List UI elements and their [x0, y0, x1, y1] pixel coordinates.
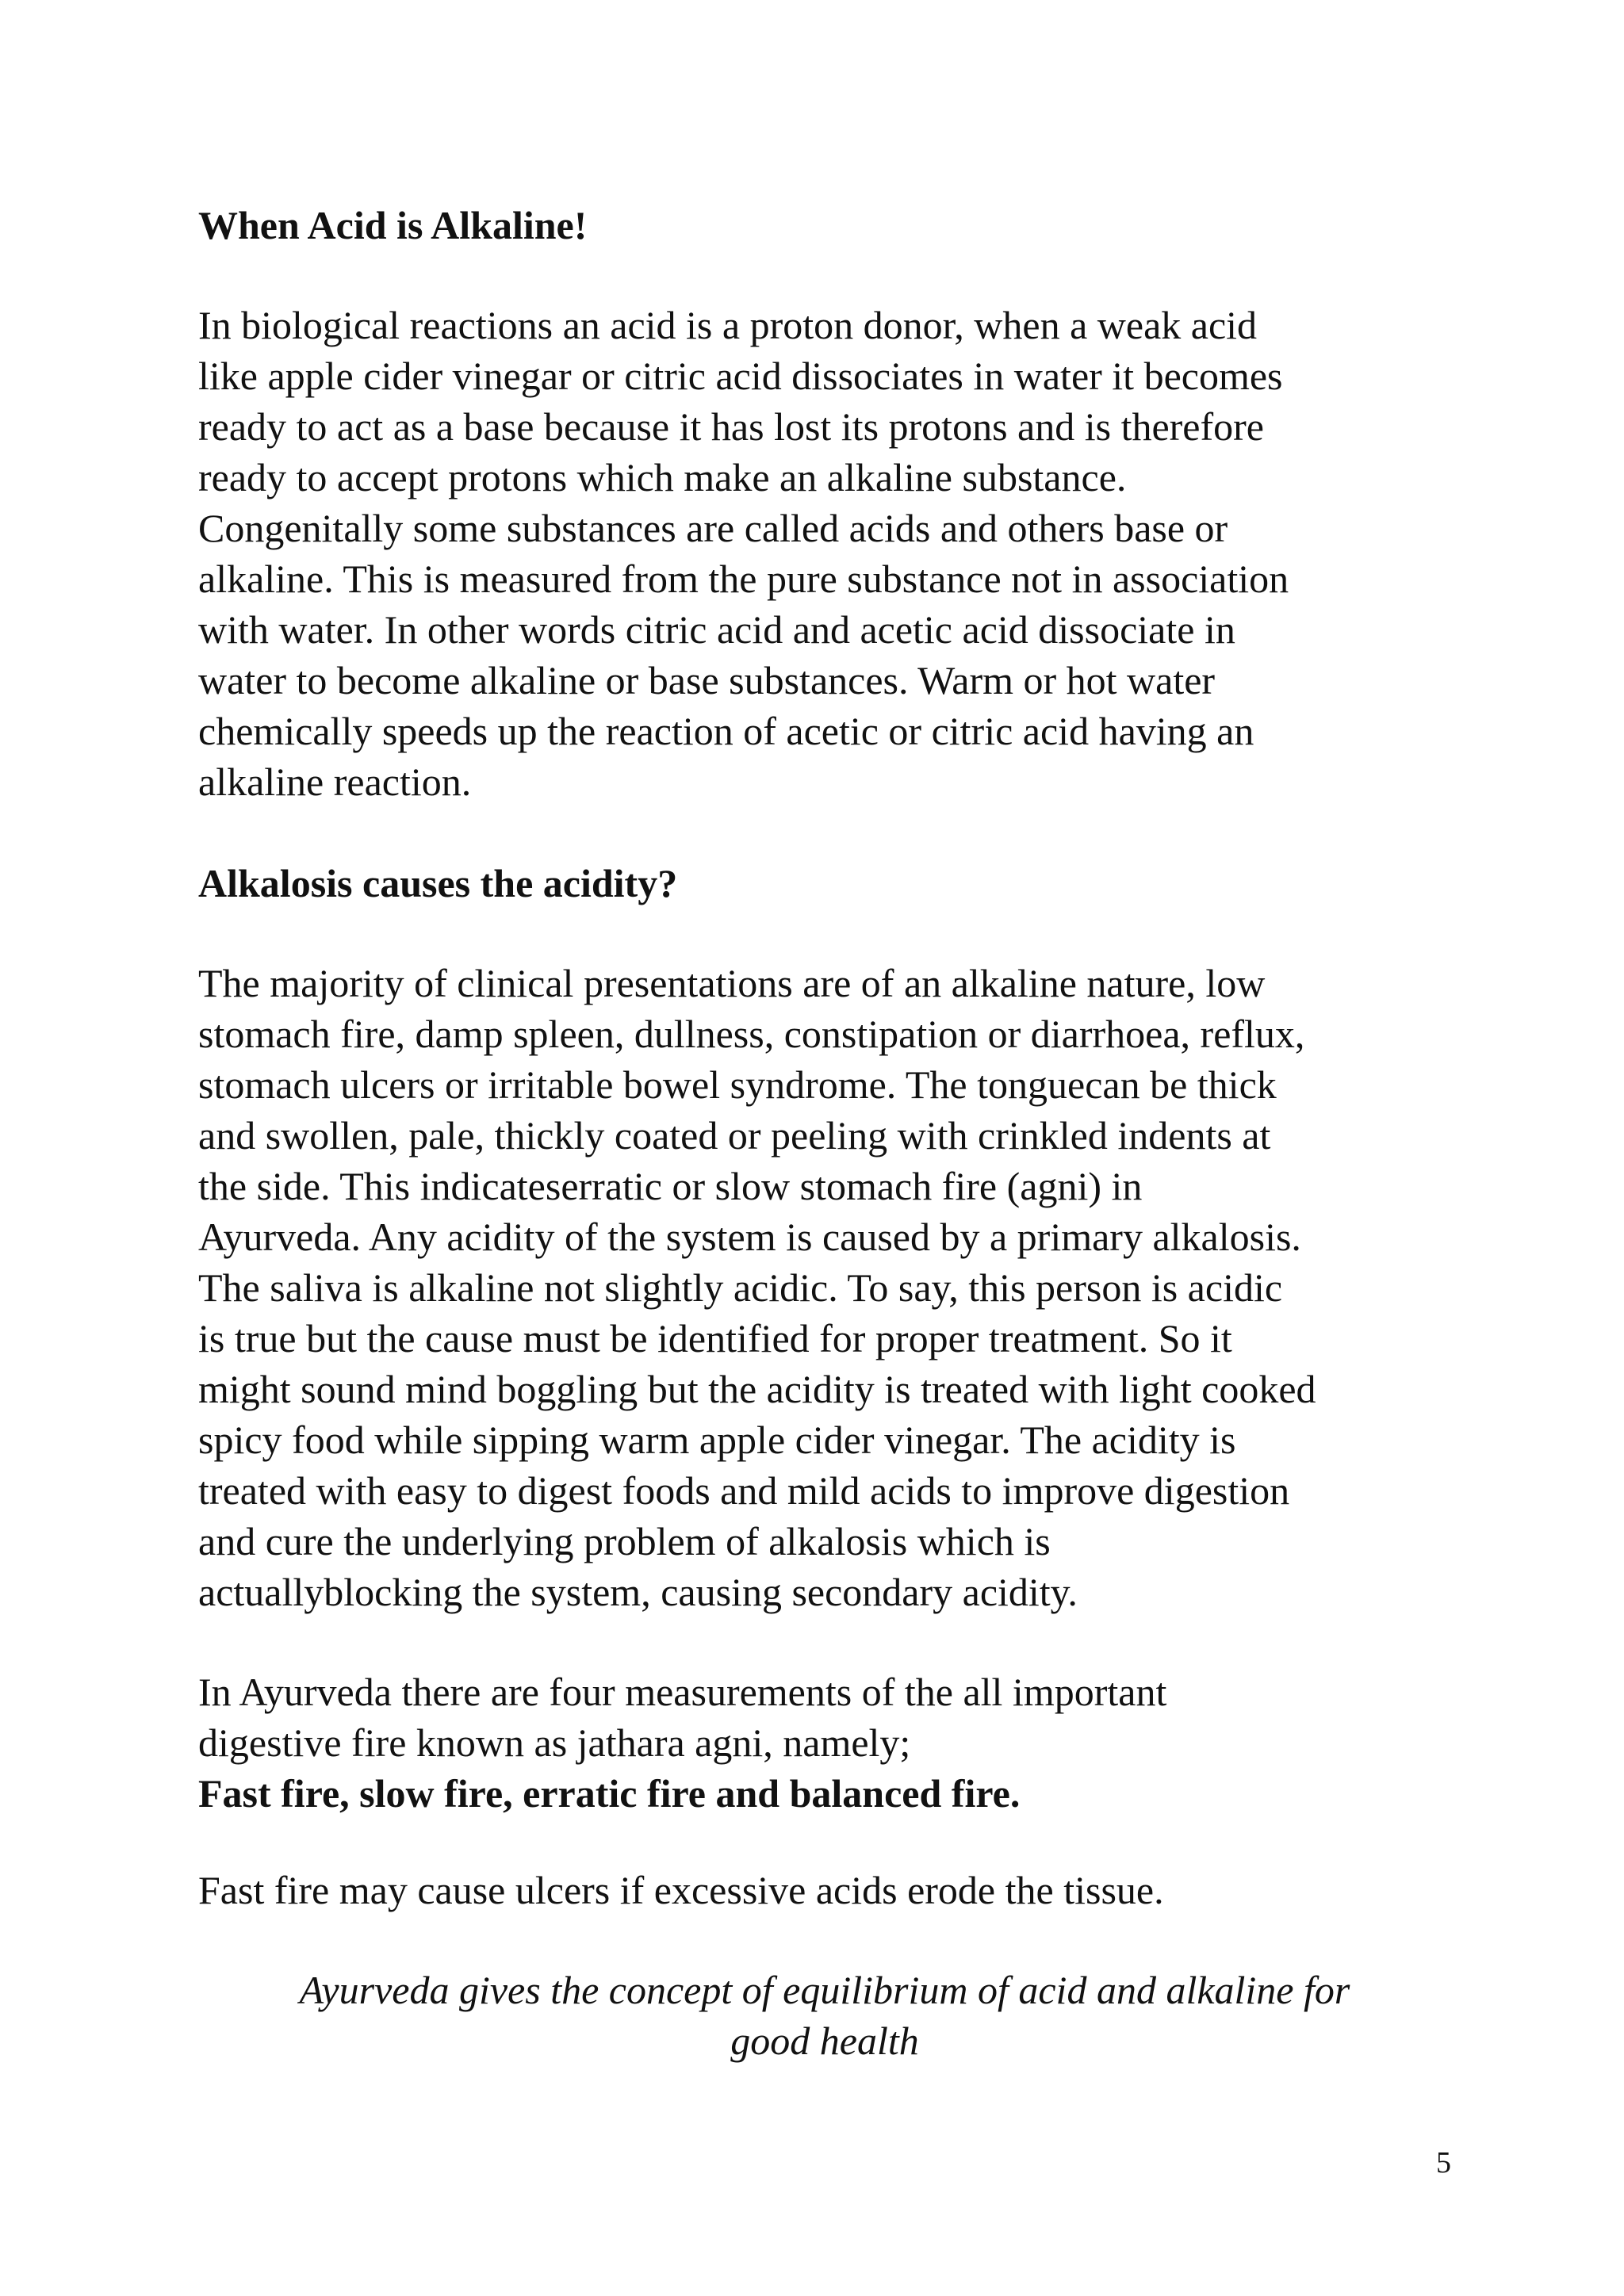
paragraph-line: stomach fire, damp spleen, dullness, constipation or diarrhoea, reflux,	[198, 1012, 1305, 1056]
paragraph-line: ready to act as a base because it has lost its protons and is therefore	[198, 404, 1264, 449]
paragraph-line: In Ayurveda there are four measurements of the all important	[198, 1670, 1167, 1714]
paragraph-line: like apple cider vinegar or citric acid dissociates in water it becomes	[198, 354, 1283, 398]
paragraph-line: is true but the cause must be identified for proper treatment. So it	[198, 1316, 1232, 1360]
paragraph-line: digestive fire known as jathara agni, namely;	[198, 1720, 911, 1765]
fire-types-bold-line: Fast fire, slow fire, erratic fire and balanced fire.	[198, 1771, 1021, 1816]
paragraph-line: The majority of clinical presentations are of an alkaline nature, low	[198, 961, 1266, 1005]
paragraph-line: the side. This indicateserratic or slow stomach fire (agni) in	[198, 1164, 1143, 1208]
paragraph-line: Fast fire may cause ulcers if excessive acids erode the tissue.	[198, 1868, 1164, 1912]
document-page	[198, 0, 1451, 2296]
paragraph-line: chemically speeds up the reaction of acetic or citric acid having an	[198, 709, 1254, 753]
paragraph-line: and cure the underlying problem of alkalosis which is	[198, 1519, 1051, 1563]
section-heading-alkalosis: Alkalosis causes the acidity?	[198, 861, 678, 905]
section-heading-acid-alkaline: When Acid is Alkaline!	[198, 203, 588, 247]
paragraph-line: In biological reactions an acid is a proton donor, when a weak acid	[198, 303, 1258, 347]
paragraph-line: and swollen, pale, thickly coated or peeling with crinkled indents at	[198, 1113, 1271, 1158]
paragraph-line: The saliva is alkaline not slightly acidic. To say, this person is acidic	[198, 1265, 1283, 1310]
paragraph-line: ready to accept protons which make an alkaline substance.	[198, 455, 1127, 499]
paragraph-line: Congenitally some substances are called acids and others base or	[198, 506, 1228, 550]
italic-quote-line-2: good health	[730, 2019, 919, 2063]
italic-quote-line-1: Ayurveda gives the concept of equilibrium of acid and alkaline for	[299, 1968, 1350, 2012]
paragraph-line: Ayurveda. Any acidity of the system is caused by a primary alkalosis.	[198, 1215, 1301, 1259]
paragraph-line: treated with easy to digest foods and mild acids to improve digestion	[198, 1468, 1290, 1513]
paragraph-line: alkaline. This is measured from the pure substance not in association	[198, 557, 1289, 601]
paragraph-line: with water. In other words citric acid and acetic acid dissociate in	[198, 607, 1235, 652]
paragraph-line: might sound mind boggling but the acidity is treated with light cooked	[198, 1367, 1316, 1411]
paragraph-line: spicy food while sipping warm apple cider vinegar. The acidity is	[198, 1418, 1236, 1462]
paragraph-line: actuallyblocking the system, causing secondary acidity.	[198, 1570, 1078, 1614]
paragraph-line: alkaline reaction.	[198, 760, 472, 804]
page-number: 5	[1436, 2146, 1451, 2179]
paragraph-line: water to become alkaline or base substances. Warm or hot water	[198, 658, 1216, 702]
paragraph-line: stomach ulcers or irritable bowel syndrome. The tonguecan be thick	[198, 1062, 1277, 1107]
